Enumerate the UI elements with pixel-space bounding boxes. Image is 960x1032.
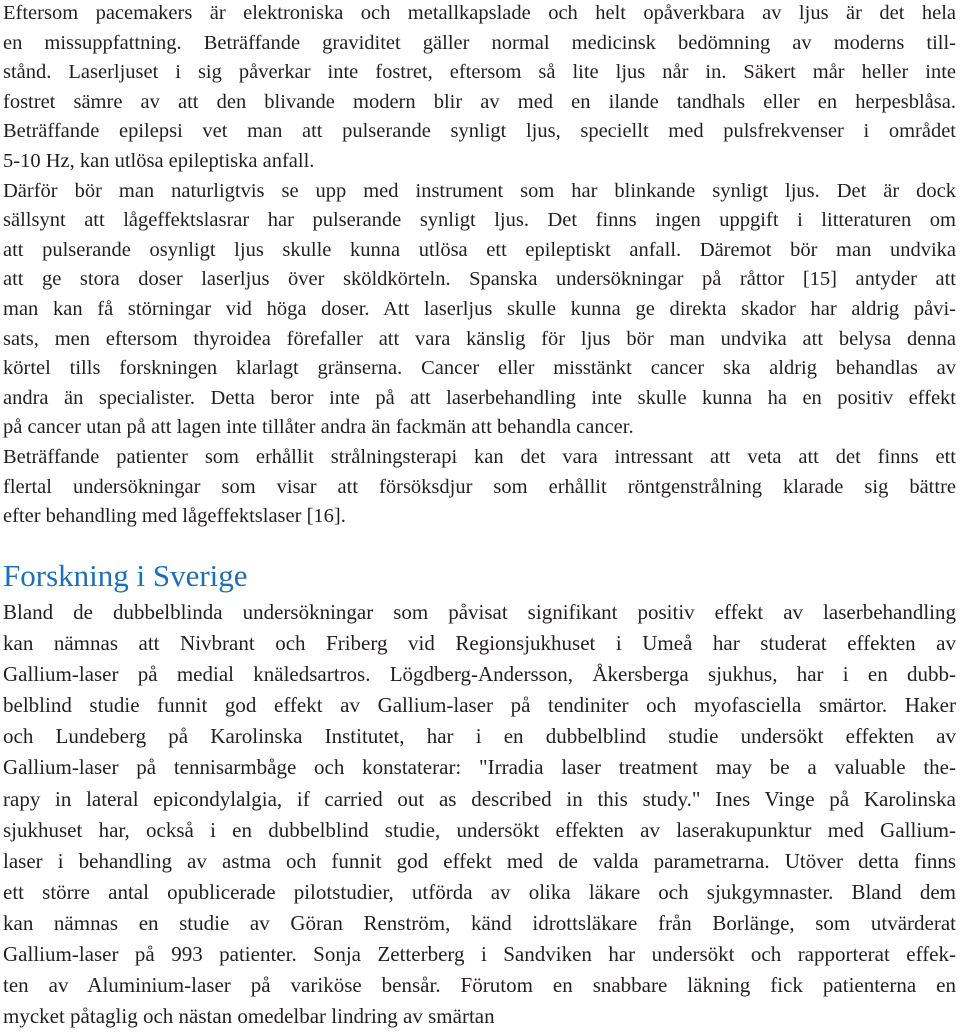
text-line: och Lundeberg på Karolinska Institutet, har i en dubbelblind studie undersökt effekten av [3, 724, 956, 749]
text-line: Därför bör man naturligtvis se upp med instrument som har blinkande synligt ljus. Det är dock [3, 179, 956, 202]
paragraph-block-research [3, 597, 956, 1032]
text-line: Gallium-laser på tennisarmbåge och konstaterar: "Irradia laser treatment may be a valuable the- [3, 755, 956, 780]
text-line: sats, men eftersom thyroidea förefaller att vara känslig för ljus bör man undvika att belysa denna [3, 327, 956, 350]
section-heading: Forskning i Sverige [3, 558, 248, 593]
text-line: en missuppfattning. Beträffande graviditet gäller normal medicinsk bedömning av moderns till- [3, 31, 956, 54]
text-line: andra än specialister. Detta beror inte på att laserbehandling inte skulle kunna ha en positiv effekt [3, 386, 956, 409]
text-line: att ge stora doser laserljus över sköldkörteln. Spanska undersökningar på råttor [15] antyder att [3, 268, 956, 291]
text-line: sällsynt att lågeffektslasrar har pulserande synligt ljus. Det finns ingen uppgift i litteraturen om [3, 209, 956, 232]
text-line: Eftersom pacemakers är elektroniska och metallkapslade och helt opåverkbara av ljus är det hela [3, 2, 956, 24]
text-line: flertal undersökningar som visar att försöksdjur som erhållit röntgenstrålning klarade sig bättre [3, 475, 956, 498]
text-line: mycket påtaglig och nästan omedelbar lindring av smärtan [3, 1004, 495, 1029]
text-line: kan nämnas en studie av Göran Renström, känd idrottsläkare från Borlänge, som utvärderat [3, 910, 956, 935]
text-line: belblind studie funnit god effekt av Gallium-laser på tendiniter och myofasciella smärtor. Haker [3, 693, 956, 718]
text-line: stånd. Laserljuset i sig påverkar inte fostret, eftersom så lite ljus når in. Säkert mår heller inte [3, 61, 956, 84]
text-line: Gallium-laser på medial knäledsartros. Lögdberg-Andersson, Åkersberga sjukhus, har i en dubb- [3, 662, 956, 687]
text-line: sjukhuset har, också i en dubbelblind studie, undersökt effekten av laserakupunktur med Gallium- [3, 817, 956, 842]
text-line: körtel tills forskningen klarlagt gränserna. Cancer eller misstänkt cancer ska aldrig behandlas av [3, 357, 956, 380]
text-line: Bland de dubbelblinda undersökningar som påvisat signifikant positiv effekt av laserbehandling [3, 600, 956, 624]
text-line: 5-10 Hz, kan utlösa epileptiska anfall. [3, 149, 315, 172]
text-line: att pulserande osynligt ljus skulle kunna utlösa ett epileptiskt anfall. Däremot bör man undvika [3, 238, 956, 261]
text-line: ett större antal opublicerade pilotstudier, utförda av olika läkare och sjukgymnaster. Bland dem [3, 879, 956, 904]
text-line: på cancer utan på att lagen inte tillåter andra än fackmän att behandla cancer. [3, 416, 634, 439]
text-line: ten av Aluminium-laser på variköse bensår. Förutom en snabbare läkning fick patienterna en [3, 973, 956, 998]
text-line: man kan få störningar vid höga doser. Att laserljus skulle kunna ge direkta skador har aldrig påvi- [3, 297, 956, 320]
text-line: Beträffande epilepsi vet man att pulserande synligt ljus, speciellt med pulsfrekvenser i området [3, 120, 956, 143]
text-line: Beträffande patienter som erhållit strålningsterapi kan det vara intressant att veta att det finns ett [3, 445, 956, 468]
paragraph-block-precautions [3, 0, 956, 532]
text-line: fostret sämre av att den blivande modern blir av med en ilande tandhals eller en herpesblåsa. [3, 90, 956, 113]
text-line: efter behandling med lågeffektslaser [16]. [3, 505, 346, 528]
text-line: kan nämnas att Nivbrant och Friberg vid Regionsjukhuset i Umeå har studerat effekten av [3, 631, 956, 656]
text-line: laser i behandling av astma och funnit god effekt med de valda parametrarna. Utöver detta finns [3, 848, 956, 873]
text-line: Gallium-laser på 993 patienter. Sonja Zetterberg i Sandviken har undersökt och rapporterat effek- [3, 942, 956, 967]
text-line: rapy in lateral epicondylalgia, if carried out as described in this study." Ines Vinge på Karolinska [3, 786, 956, 811]
